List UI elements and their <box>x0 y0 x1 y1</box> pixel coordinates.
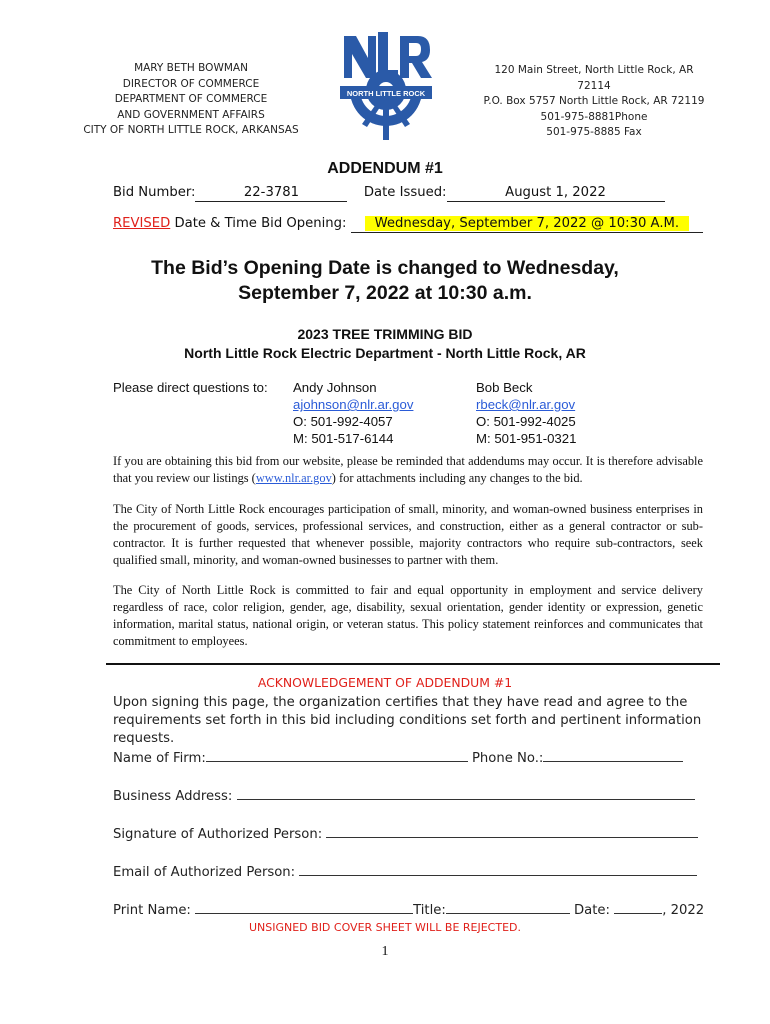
address-phone: 501-975-8881Phone <box>540 110 648 123</box>
date-issued-label: Date Issued: <box>363 185 447 200</box>
bid-number-value: 22-3781 <box>195 184 347 202</box>
sender-department-2: AND GOVERNMENT AFFAIRS <box>117 108 265 121</box>
firm-name-label: Name of Firm: <box>113 751 206 766</box>
email-row <box>113 864 697 880</box>
print-name-label: Print Name: <box>113 903 191 918</box>
date-field[interactable] <box>614 902 662 914</box>
address-row <box>113 788 695 804</box>
sender-department: DEPARTMENT OF COMMERCE <box>114 93 268 105</box>
email-label: Email of Authorized Person: <box>113 865 296 880</box>
sender-title: DIRECTOR OF COMMERCE <box>122 77 260 90</box>
website-link[interactable]: www.nlr.ar.gov <box>255 471 332 485</box>
opening-value-wrap <box>351 215 703 233</box>
contact-name: Bob Beck <box>476 380 533 395</box>
certification-text: Upon signing this page, the organization certifies that they have read and agree to the requirements set forth in this bid including conditions set forth and pertinent information requests. <box>113 695 702 746</box>
bid-number-label: Bid Number: <box>113 185 196 200</box>
page-number: 1 <box>381 944 389 959</box>
address-po-box: P.O. Box 5757 North Little Rock, AR 72119 <box>483 95 705 107</box>
bid-title-block <box>0 325 770 363</box>
sender-block <box>60 61 322 139</box>
contact-mobile-phone: M: 501-951-0321 <box>476 431 577 446</box>
bid-info-line <box>113 184 665 202</box>
contact-office-phone: O: 501-992-4057 <box>293 414 393 429</box>
date-change-line-2: September 7, 2022 at 10:30 a.m. <box>238 282 532 304</box>
opening-value: Wednesday, September 7, 2022 @ 10:30 A.M. <box>365 216 689 231</box>
firm-name-field[interactable] <box>206 750 468 762</box>
business-address-field[interactable] <box>237 788 695 800</box>
questions-label: Please direct questions to: <box>113 380 268 395</box>
contact-email-link[interactable]: ajohnson@nlr.ar.gov <box>293 397 414 412</box>
contact-office-phone: O: 501-992-4025 <box>476 414 576 429</box>
sender-name: MARY BETH BOWMAN <box>134 62 248 74</box>
contact-card <box>476 379 576 447</box>
bid-subtitle: North Little Rock Electric Department - North Little Rock, AR <box>184 345 586 361</box>
business-address-label: Business Address: <box>113 789 233 804</box>
paragraph-text: ) for attachments including any changes to the bid. <box>331 471 583 485</box>
contact-card <box>293 379 413 447</box>
unsigned-warning: UNSIGNED BID COVER SHEET WILL BE REJECTED. <box>248 921 522 934</box>
signature-label: Signature of Authorized Person: <box>113 827 323 842</box>
address-block <box>478 63 710 141</box>
contact-mobile-phone: M: 501-517-6144 <box>293 431 394 446</box>
svg-text:NORTH LITTLE ROCK: NORTH LITTLE ROCK <box>346 89 426 98</box>
date-change-line-1: The Bid’s Opening Date is changed to Wednesday, <box>151 257 619 279</box>
print-name-field[interactable] <box>195 902 413 914</box>
contact-name: Andy Johnson <box>293 380 377 395</box>
sender-city: CITY OF NORTH LITTLE ROCK, ARKANSAS <box>83 124 299 136</box>
print-name-row <box>113 902 704 918</box>
participation-paragraph: The City of North Little Rock encourages participation of small, minority, and woman-owned business enterprises in the procurement of goods, services, professional services, and construction, either as a general contractor or sub-contractor. It is further requested that whenever possible, majority contractors who require sub-contractors, seek qualified small, minority, and woman-owned businesses to partner with them. <box>113 502 703 567</box>
date-change-notice <box>0 256 770 306</box>
paragraph-text: If you are obtaining this bid from our website, please be reminded that addendums may occur. It is therefore advisable that you review our listings ( <box>113 454 703 485</box>
phone-field[interactable] <box>543 750 683 762</box>
acknowledgement-title: ACKNOWLEDGEMENT OF ADDENDUM #1 <box>257 675 513 690</box>
revised-label: REVISED <box>113 216 171 231</box>
nlr-logo-icon <box>336 28 436 146</box>
website-notice-paragraph <box>113 453 703 487</box>
title-label: Title: <box>413 903 446 918</box>
signature-row <box>113 826 698 842</box>
bid-title: 2023 TREE TRIMMING BID <box>297 326 473 342</box>
date-label: Date: <box>574 903 610 918</box>
phone-label: Phone No.: <box>471 751 544 766</box>
equal-opportunity-paragraph: The City of North Little Rock is committed to fair and equal opportunity in employment and service delivery regardless of race, color religion, gender, age, disability, sexual orientation, gender identity or expression, genetic information, marital status, national origin, or veteran status. This policy statement reinforces and communicates that commitment to employees. <box>113 583 703 648</box>
opening-label: Date & Time Bid Opening: <box>170 216 351 231</box>
nlr-logo <box>336 28 436 146</box>
addendum-title: ADDENDUM #1 <box>327 160 443 177</box>
section-divider <box>106 663 720 665</box>
date-issued-value: August 1, 2022 <box>447 184 665 202</box>
contact-email-link[interactable]: rbeck@nlr.ar.gov <box>476 397 576 412</box>
email-field[interactable] <box>299 864 697 876</box>
firm-phone-row <box>113 750 683 766</box>
address-fax: 501-975-8885 Fax <box>546 126 642 138</box>
revised-opening-line <box>113 215 703 233</box>
signature-field[interactable] <box>326 826 698 838</box>
address-street: 120 Main Street, North Little Rock, AR 72114 <box>494 64 694 92</box>
title-field[interactable] <box>446 902 570 914</box>
date-year: , 2022 <box>662 903 705 918</box>
